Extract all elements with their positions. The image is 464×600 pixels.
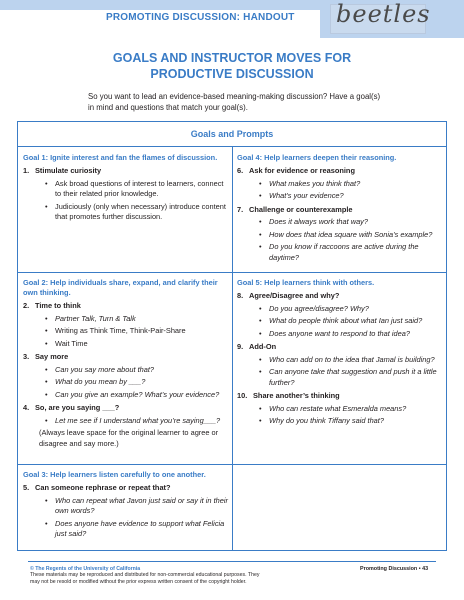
goal-5-title: Goal 5: Help learners think with others.	[237, 278, 375, 287]
list-item: • Wait Time	[45, 339, 229, 350]
move-9-list	[259, 355, 443, 389]
list-item: • Does it always work that way?	[259, 217, 443, 228]
list-item: • Why do you think Tiffany said that?	[259, 416, 443, 427]
goal-1-cell	[23, 153, 229, 225]
move-2-list	[45, 314, 229, 350]
goal-3-title: Goal 3: Help learners listen carefully to one another.	[23, 470, 206, 479]
row-divider-2	[18, 464, 446, 465]
list-item: • What do you mean by ___?	[45, 377, 229, 388]
list-item: • Do you agree/disagree? Why?	[259, 304, 443, 315]
move-8: 8. Agree/Disagree and why?	[237, 291, 340, 300]
move-9: 9. Add-On	[237, 342, 277, 351]
footer-divider	[28, 561, 436, 562]
move-4-list	[45, 416, 229, 427]
table-heading: Goals and Prompts	[18, 122, 446, 147]
move-6: 6. Ask for evidence or reasoning	[237, 166, 355, 175]
list-item: • Can you say more about that?	[45, 365, 229, 376]
goal-2-cell	[23, 278, 229, 449]
list-item: • What’s your evidence?	[259, 191, 443, 202]
goal-5-cell	[237, 278, 443, 429]
intro-paragraph: So you want to lead an evidence-based meaning-making discussion? Have a goal(s) in mind and questions that match your goal(s).	[88, 92, 381, 112]
goal-2-title: Goal 2: Help individuals share, expand, and clarify their own thinking.	[23, 278, 218, 297]
list-item: • Partner Talk, Turn & Talk	[45, 314, 229, 325]
page-title-line-1: GOALS AND INSTRUCTOR MOVES FOR	[112, 51, 352, 65]
list-item: • Let me see if I understand what you’re saying___?	[45, 416, 229, 427]
move-7-list	[259, 217, 443, 263]
move-7: 7. Challenge or counterexample	[237, 204, 353, 214]
move-1-list	[45, 179, 229, 223]
list-item: • Can you give an example? What’s your evidence?	[45, 390, 229, 401]
list-item: • Can anyone take that suggestion and push it a little further?	[259, 367, 443, 388]
move-10-list	[259, 404, 443, 427]
footer-page-number: Promoting Discussion • 43	[360, 566, 429, 572]
goals-table	[17, 121, 447, 551]
goal-3-cell	[23, 470, 229, 542]
goal-4-title: Goal 4: Help learners deepen their reasoning.	[237, 153, 397, 162]
list-item: • Does anyone have evidence to support what Felicia just said?	[45, 519, 229, 540]
move-3-list	[45, 365, 229, 401]
move-4-note: (Always leave space for the original learner to agree or disagree and say more.)	[39, 428, 219, 448]
footer-copyright: © The Regents of the University of California These materials may be reproduced and distributed for non-commercial educational purposes. They may not be resold or modified without the prior express written consent of the copyright holder.	[30, 566, 260, 585]
list-item: • How does that idea square with Sonia’s example?	[259, 230, 443, 241]
row-divider-1	[18, 272, 446, 273]
list-item: • Writing as Think Time, Think-Pair-Share	[45, 326, 229, 337]
move-5-list	[45, 496, 229, 540]
move-5: 5. Can someone rephrase or repeat that?	[23, 483, 171, 492]
list-item: • Who can repeat what Javon just said or say it in their own words?	[45, 496, 229, 517]
list-item: • What makes you think that?	[259, 179, 443, 190]
move-6-list	[259, 179, 443, 202]
page-title-line-2: PRODUCTIVE DISCUSSION	[150, 67, 314, 81]
goal-1-title: Goal 1: Ignite interest and fan the flames of discussion.	[23, 153, 218, 162]
beetles-logo: beetles	[336, 0, 431, 28]
list-item: • Does anyone want to respond to that idea?	[259, 329, 443, 340]
move-4: 4. So, are you saying ___?	[23, 403, 120, 412]
move-2: 2. Time to think	[23, 301, 81, 310]
header-label: PROMOTING DISCUSSION: HANDOUT	[106, 12, 295, 23]
move-3: 3. Say more	[23, 352, 69, 361]
move-10: 10. Share another’s thinking	[237, 391, 340, 400]
list-item: • Do you know if raccoons are active during the daytime?	[259, 242, 443, 263]
list-item: • Judiciously (only when necessary) introduce content that promotes further discussion.	[45, 202, 229, 223]
move-8-list	[259, 304, 443, 340]
goal-4-cell	[237, 153, 443, 265]
list-item: • Ask broad questions of interest to learners, connect to their related prior knowledge.	[45, 179, 229, 200]
column-divider	[232, 147, 233, 550]
list-item: • Who can add on to the idea that Jamal is building?	[259, 355, 443, 366]
move-1: 1. Stimulate curiosity	[23, 166, 102, 175]
list-item: • What do people think about what Ian just said?	[259, 316, 443, 327]
list-item: • Who can restate what Esmeralda means?	[259, 404, 443, 415]
